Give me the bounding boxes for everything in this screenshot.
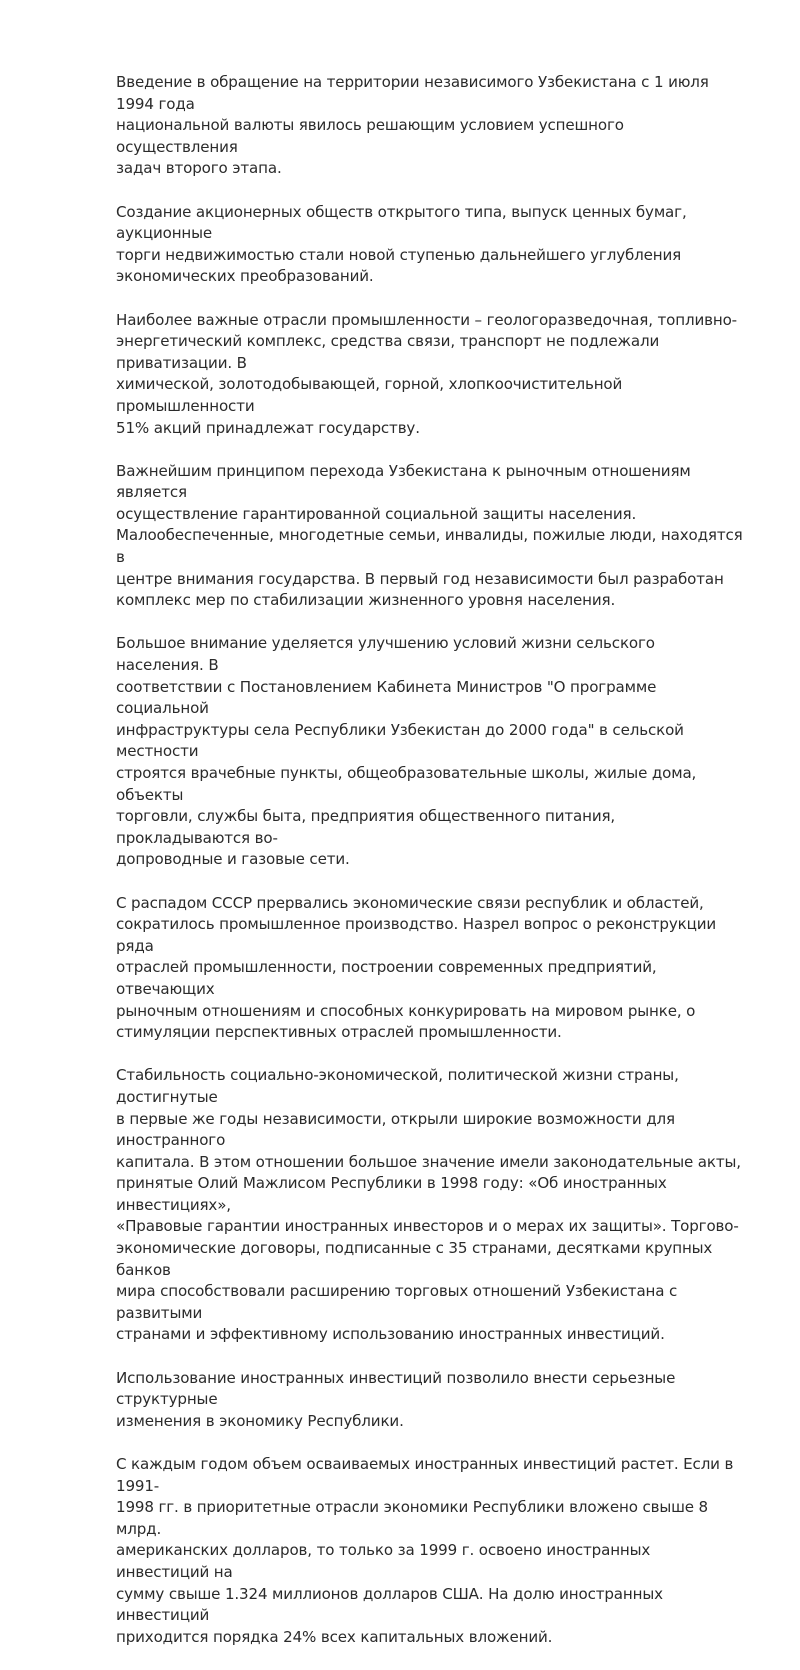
document-page — [116, 72, 746, 1670]
paragraph-currency-introduction: Введение в обращение на территории независимого Узбекистана с 1 июля 1994 года национальной валюты явилось решающим условием успешного осуществления задач второго этапа. — [116, 73, 709, 178]
paragraph-rural-infrastructure: Большое внимание уделяется улучшению условий жизни сельского населения. В соответствии с Постановлением Кабинета Министров "О программе социальной инфраструктуры села Республики Узбекистан до 2000 года" в сельской местности строятся врачебные пункты, общеобразовательные школы, жилые дома, объекты торговли, службы быта, предприятия общественного питания, прокладываются во- допроводные и газовые сети. — [116, 634, 697, 869]
paragraph-ussr-collapse: С распадом СССР прервались экономические связи республик и областей, сократилось промышленное производство. Назрел вопрос о реконструкции ряда отраслей промышленности, построении современных предприятий, отвечающих рыночным отношениям и способных конкурировать на мировом рынке, о стимуляции перспективных отраслей промышленности. — [116, 893, 717, 1042]
paragraph-key-industries: Наиболее важные отрасли промышленности – геологоразведочная, топливно- энергетический комплекс, средства связи, транспорт не подлежали приватизации. В химической, золотодобывающей, горной, хлопкоочистительной промышленности 51% акций принадлежат государству. — [116, 310, 737, 437]
paragraph-structural-changes: Использование иностранных инвестиций позволило внести серьезные структурные изменения в экономику Республики. — [116, 1368, 676, 1430]
paragraph-social-protection: Важнейшим принципом перехода Узбекистана к рыночным отношениям является осуществление гарантированной социальной защиты населения. Малообеспеченные, многодетные семьи, инвалиды, пожилые люди, находятся в центре внимания государства. В первый год независимости был разработан комплекс мер по стабилизации жизненного уровня населения. — [116, 461, 743, 610]
paragraph-foreign-capital: Стабильность социально-экономической, политической жизни страны, достигнутые в первые же годы независимости, открыли широкие возможности для иностранного капитала. В этом отношении большое значение имели законодательные акты, принятые Олий Мажлисом Республики в 1998 году: «Об иностранных инвестициях», «Правовые гарантии иностранных инвесторов и о мерах их защиты». Торгово- экономические договоры, подписанные с 35 странами, десятками крупных банков мира способствовали расширению торговых отношений Узбекистана с развитыми странами и эффективному использованию иностранных инвестиций. — [116, 1066, 741, 1344]
paragraph-joint-stock-companies: Создание акционерных обществ открытого типа, выпуск ценных бумаг, аукционные торги недвижимостью стали новой ступенью дальнейшего углубления экономических преобразований. — [116, 202, 687, 286]
paragraph-investment-growth: С каждым годом объем осваиваемых иностранных инвестиций растет. Если в 1991- 1998 гг. в приоритетные отрасли экономики Республики вложено свыше 8 млрд. американских долларов, то только за 1999 г. освоено иностранных инвестиций на сумму свыше 1.324 миллионов долларов США. На долю иностранных инвестиций приходится порядка 24% всех капитальных вложений. — [116, 1455, 734, 1646]
